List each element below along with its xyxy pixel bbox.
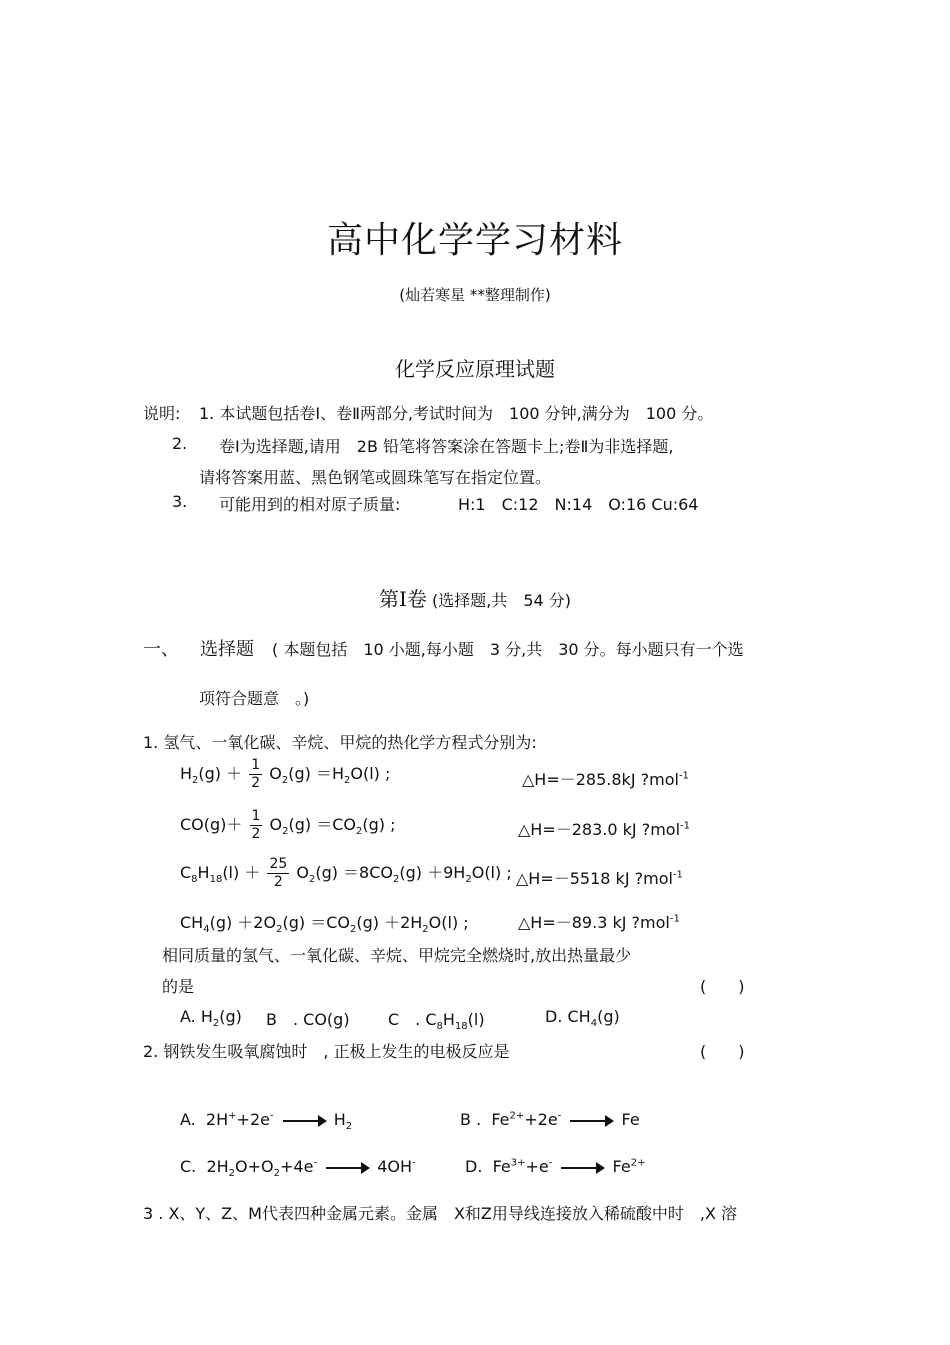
q1-question: 相同质量的氢气、一氧化碳、辛烷、甲烷完全燃烧时,放出热量最少 [162, 946, 632, 965]
q1-question-cont: 的是 [162, 977, 195, 996]
instruction-item-2-num: 2. [172, 434, 188, 453]
instruction-item-3: 可能用到的相对原子质量: [219, 495, 401, 514]
q1-equation-1: $H_2(g)$ ＋ $\frac{1}{2}$ $O_2(g) =H_2O(l)$ ; [180, 757, 391, 791]
instructions-lead: 说明: [143, 404, 181, 423]
section-1-description: ( 本题包括 10 小题,每小题 3 分,共 30 分。每小题只有一个选 [272, 640, 744, 659]
atomic-masses: H:1 C:12 N:14 O:16 Cu:64 [458, 495, 699, 514]
q2-option-d: D. $Fe^{3+}+e^-$ $Fe^{2+}$ [465, 1157, 646, 1176]
reaction-arrow-icon [570, 1120, 612, 1122]
reaction-arrow-icon [326, 1167, 368, 1169]
instruction-item-1: 1. 本试题包括卷Ⅰ、卷Ⅱ两部分,考试时间为 100 分钟,满分为 100 分。 [199, 404, 714, 423]
q1-equation-4: $CH_4(g) +2O_2(g) =CO_2(g) +2H_2O(l)$ ; [180, 913, 469, 936]
reaction-arrow-icon [283, 1120, 325, 1122]
fraction: $\frac{1}{2}$ [251, 757, 261, 791]
q1-answer-blank: ( ) [700, 977, 745, 996]
q1-enthalpy-3: △H=－5518 kJ ?mol$^{-1}$ [516, 869, 683, 888]
q3-stem: 3 . X、Y、Z、M代表四种金属元素。金属 X和Z用导线连接放入稀硫酸中时 ,X 溶 [143, 1204, 737, 1223]
document-title: 高中化学学习材料 [326, 220, 623, 261]
exam-title: 化学反应原理试题 [395, 357, 555, 381]
q1-equation-2: CO(g)＋ $\frac{1}{2}$ $O_2(g) =CO_2(g)$ ; [180, 808, 396, 842]
fraction: $\frac{1}{2}$ [251, 808, 261, 842]
q2-option-c: C. $2H_2O+O_2+4e^-$ 4OH- [180, 1157, 416, 1180]
instruction-item-2-cont: 请将答案用蓝、黑色钢笔或圆珠笔写在指定位置。 [199, 468, 552, 487]
q2-stem: 2. 钢铁发生吸氧腐蚀时 , 正极上发生的电极反应是 [143, 1042, 510, 1061]
q1-option-b: B . CO(g) [266, 1010, 350, 1029]
instruction-item-3-num: 3. [172, 492, 188, 511]
q2-option-b: B . $Fe^{2+}+2e^-$ Fe [460, 1110, 640, 1129]
instruction-item-2: 卷Ⅰ为选择题,请用 2B 铅笔将答案涂在答题卡上;卷Ⅱ为非选择题, [219, 437, 674, 456]
fraction: $\frac{25}{2}$ [269, 856, 288, 890]
section-1-name: 选择题 [200, 639, 254, 660]
part-1-heading [0, 583, 950, 612]
q1-enthalpy-2: △H=－283.0 kJ ?mol$^{-1}$ [518, 820, 691, 839]
section-1-number: 一、 [143, 639, 179, 660]
part-1-title: 第Ⅰ卷 [378, 587, 427, 611]
section-1-description-cont: 项符合题意 。) [199, 689, 310, 708]
q2-answer-blank: ( ) [700, 1042, 745, 1061]
q1-stem: 1. 氢气、一氧化碳、辛烷、甲烷的热化学方程式分别为: [143, 733, 537, 752]
reaction-arrow-icon [561, 1167, 603, 1169]
q1-option-c: C . $C_8H_{18}(l)$ [388, 1010, 485, 1033]
q1-option-d: D. $CH_4(g)$ [545, 1007, 620, 1030]
q2-option-a: A. 2H++2e- $H_2$ [180, 1110, 353, 1133]
q1-enthalpy-4: △H=－89.3 kJ ?mol$^{-1}$ [518, 913, 680, 932]
q1-equation-3: $C_8H_{18}(l)$ ＋ $\frac{25}{2}$ $O_2(g) =8CO_2(g) +9H_2O(l)$ ; [180, 856, 512, 890]
q1-option-a: A. $H_2(g)$ [180, 1007, 242, 1030]
document-subtitle: (灿若寒星 **整理制作) [399, 286, 551, 304]
q1-enthalpy-1: △H=－285.8kJ ?mol$^{-1}$ [522, 770, 689, 789]
part-1-note: (选择题,共 54 分) [431, 591, 572, 610]
